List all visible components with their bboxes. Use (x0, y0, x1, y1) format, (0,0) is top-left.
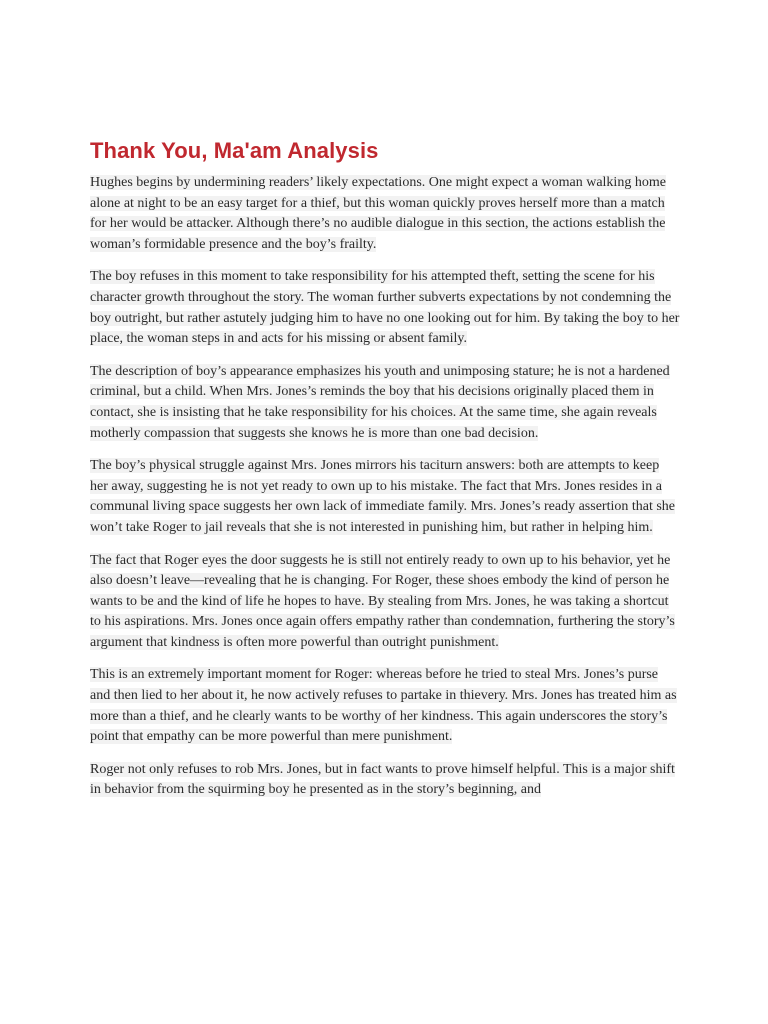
paragraph (90, 551, 680, 654)
paragraph-text: The boy’s physical struggle against Mrs. Jones mirrors his taciturn answers: both are attempts to keep her away, suggesting he is not yet ready to own up to his mistake. The fact that Mrs. Jones resides in a communal living space suggests her own lack of immediate family. Mrs. Jones’s ready assertion that she won’t take Roger to jail reveals that she is not interested in punishing him, but rather in helping him. (90, 458, 676, 535)
paragraph-text: The boy refuses in this moment to take responsibility for his attempted theft, setting the scene for his character growth throughout the story. The woman further subverts expectations by not condemning the boy outright, but rather astutely judging him to have no one looking out for him. By taking the boy to her place, the woman steps in and acts for his missing or absent family. (90, 269, 680, 347)
paragraph (90, 362, 680, 444)
paragraph (90, 665, 680, 747)
paragraph (90, 173, 680, 255)
document-content (90, 137, 680, 813)
paragraph-text: Hughes begins by undermining readers’ likely expectations. One might expect a woman walking home alone at night to be an easy target for a thief, but this woman quickly proves herself more than a match for her would be attacker. Although there’s no audible dialogue in this section, the actions establish the woman’s formidable presence and the boy’s frailty. (90, 175, 666, 252)
paragraph-text: Roger not only refuses to rob Mrs. Jones, but in fact wants to prove himself helpful. This is a major shift in behavior from the squirming boy he presented as in the story’s beginning, and (90, 761, 675, 798)
paragraph-text: The description of boy’s appearance emphasizes his youth and unimposing stature; he is not a hardened criminal, but a child. When Mrs. Jones’s reminds the boy that his decisions originally placed them in contact, she is insisting that he take responsibility for his choices. At the same time, she again reveals motherly compassion that suggests she knows he is more than one bad decision. (90, 363, 670, 441)
paragraph (90, 456, 680, 538)
paragraph-text: This is an extremely important moment for Roger: whereas before he tried to steal Mrs. Jones’s purse and then lied to her about it, he now actively refuses to partake in thievery. Mrs. Jones has treated him as more than a thief, and he clearly wants to be worthy of her kindness. This again underscores the story’s point that empathy can be more powerful than mere punishment. (90, 667, 677, 745)
paragraph (90, 267, 680, 349)
page-title: Thank You, Ma'am Analysis (90, 138, 379, 163)
paragraph (90, 760, 680, 801)
paragraph-text: The fact that Roger eyes the door suggests he is still not entirely ready to own up to his behavior, yet he also doesn’t leave—revealing that he is changing. For Roger, these shoes embody the kind of person he wants to be and the kind of life he hopes to have. By stealing from Mrs. Jones, he was taking a shortcut to his aspirations. Mrs. Jones once again offers empathy rather than condemnation, furthering the story’s argument that kindness is often more powerful than outright punishment. (90, 552, 675, 650)
